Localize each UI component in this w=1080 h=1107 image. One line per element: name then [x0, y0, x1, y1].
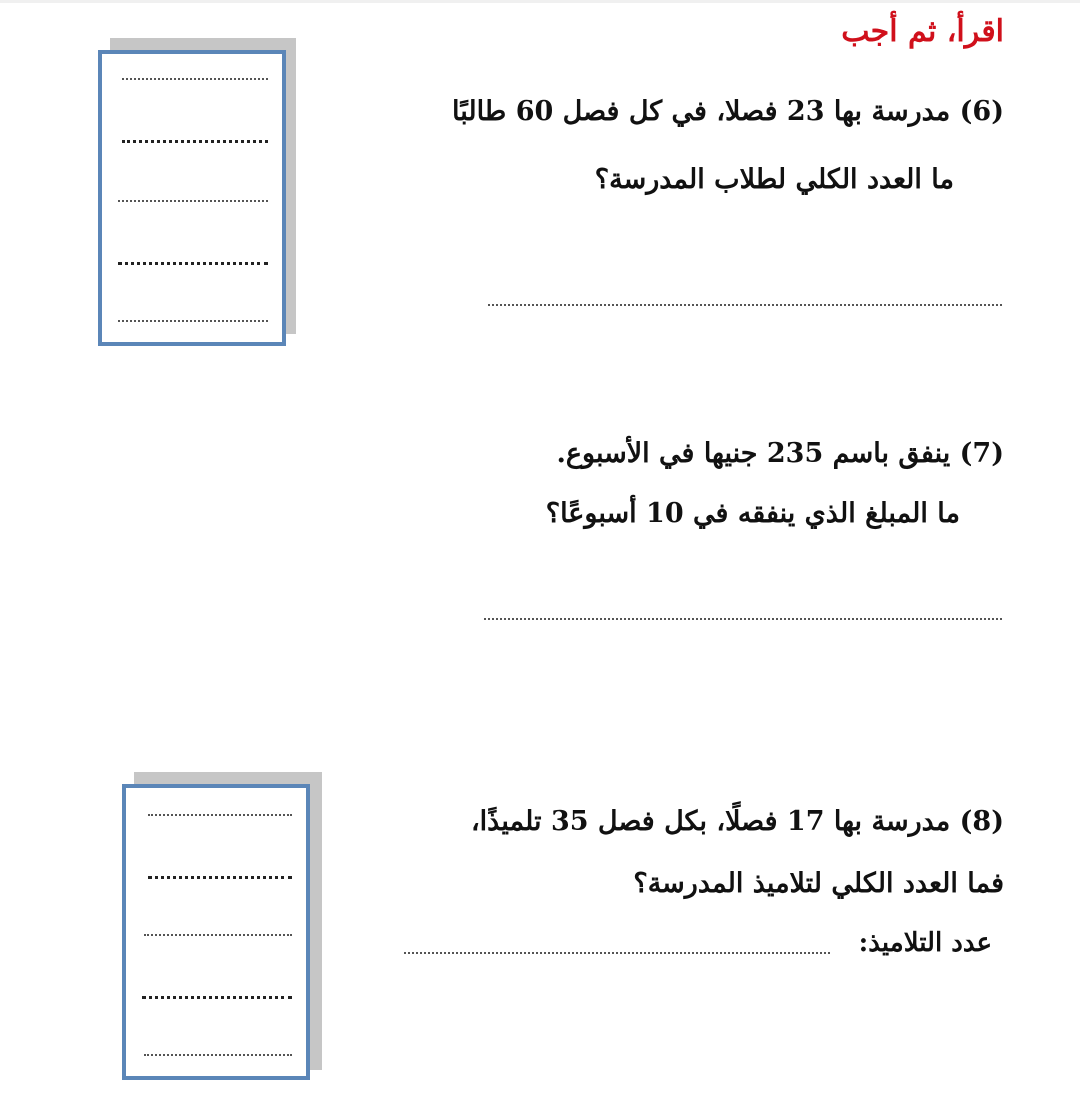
work-box-1-line[interactable] — [118, 200, 268, 202]
work-box-1-line[interactable] — [118, 262, 268, 265]
q8-answer-line[interactable] — [404, 952, 830, 954]
q8-line1: (8) مدرسة بها 17 فصلًا، بكل فصل 35 تلميذًا، — [470, 806, 1004, 837]
work-box-2-line[interactable] — [148, 814, 292, 816]
top-border — [0, 0, 1080, 3]
work-box-2 — [122, 784, 310, 1080]
q8-line2: فما العدد الكلي لتلاميذ المدرسة؟ — [633, 868, 1004, 899]
work-box-1 — [98, 50, 286, 346]
work-box-2-line[interactable] — [148, 876, 292, 879]
work-box-2-line[interactable] — [144, 934, 292, 936]
work-box-1-line[interactable] — [118, 320, 268, 322]
work-box-2-line[interactable] — [142, 996, 292, 999]
q7-answer-line[interactable] — [484, 618, 1002, 620]
instruction-heading: اقرأ، ثم أجب — [841, 14, 1004, 49]
q8-answer-label: عدد التلاميذ: — [858, 928, 992, 958]
q6-line2: ما العدد الكلي لطلاب المدرسة؟ — [594, 164, 954, 195]
work-box-1-line[interactable] — [122, 78, 268, 80]
q6-answer-line[interactable] — [488, 304, 1002, 306]
work-box-2-line[interactable] — [144, 1054, 292, 1056]
q7-line1: (7) ينفق باسم 235 جنيها في الأسبوع. — [556, 438, 1004, 469]
q7-line2: ما المبلغ الذي ينفقه في 10 أسبوعًا؟ — [545, 498, 960, 529]
work-box-1-line[interactable] — [122, 140, 268, 143]
q6-line1: (6) مدرسة بها 23 فصلا، في كل فصل 60 طالبًا — [451, 96, 1004, 127]
